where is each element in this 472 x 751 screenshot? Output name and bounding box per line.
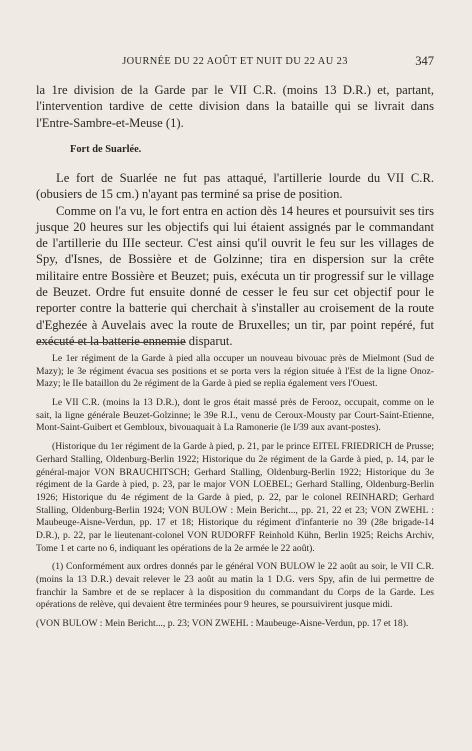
running-title: JOURNÉE DU 22 AOÛT ET NUIT DU 22 AU 23	[122, 56, 348, 67]
fort-section-text	[36, 170, 434, 349]
paragraph-text: la 1re division de la Garde par le VII C.R. (moins 13 D.R.) et, partant, l'intervention tardive de cette division dans la bataille qui se livrait dans l'Entre-Sambre-et-Meuse (1).	[36, 83, 434, 130]
page-number: 347	[415, 54, 434, 68]
footnote: (VON BULOW : Mein Bericht..., p. 23; VON ZWEHL : Maubeuge-Aisne-Verdun, pp. 17 et 18).	[36, 618, 409, 630]
footnote: (Historique du 1er régiment de la Garde à pied, p. 21, par le prince EITEL FRIEDRICH de Prusse; Gerhard Stalling, Oldenburg-Berlin 1922; Historique du 2e régiment de la Garde à pied, p. 14, par le général-major VON BRAUCHITSCH; Gerhard Stalling, Oldenburg-Berlin 1922; Historique du 3e régiment de la Garde à pied, p. 23, par le major VON LOEBEL; Gerhard Stalling, Oldenburg-Berlin 1926; Historique du 4e régiment de la Garde à pied, p. 22, par le colonel REINHARD; Gerhard Stalling, Oldenburg-Berlin 1924; VON BULOW : Mein Bericht..., pp. 21, 22 et 23; VON ZWEHL : Maubeuge-Aisne-Verdun, pp. 17 et 18; Historique du régiment d'infanterie no 39 (28e brigade-14 D.R.), p. 22, par le lieutenant-colonel VON RUDORFF Reinhold Kühn, Berlin 1925; Reichs Archiv, Tome 1 et carte no 6, indiquant les opérations de la 2e armée le 22 août).	[36, 441, 434, 554]
footnote: Le 1er régiment de la Garde à pied alla occuper un nouveau bivouac près de Mielmont (Sud de Mazy); le 3e régiment évacua ses positions et se porta vers la région située à l'Est de la ligne Onoz-Mazy; le IIe bataillon du 2e régiment de la Garde à pied se replia également vers l'Ouest.	[36, 353, 434, 390]
section-heading: Fort de Suarlée.	[70, 144, 142, 155]
paragraph-text: Comme on l'a vu, le fort entra en action dès 14 heures et poursuivit ses tirs jusque 20 heures sur les objectifs qui lui étaient assignés par le commandant de l'artillerie du IIIe secteur. C'est ainsi qu'il ouvrit le feu sur les villages de Spy, d'Isnes, de Bossière et de Golzinne; tira en dispersion sur la crête militaire entre Bossière et Beuzet; puis, exécuta un tir progressif sur le village de Beuzet. Ordre fut ensuite donné de cesser le feu sur cet objectif pour le reporter contre la batterie qui cherchait à s'installer au croisement de la route d'Eghezée à Auvelais avec la route de Bruxelles; un tir, par point repéré, fut exécuté et la batterie ennemie disparut.	[36, 203, 434, 348]
footnote: Le VII C.R. (moins la 13 D.R.), dont le gros était massé près de Ferooz, occupait, comme on le sait, la ligne générale Beuzet-Golzinne; le 39e R.I., venu de Ceroux-Mousty par Court-Saint-Etienne, Mont-Saint-Guibert et Gembloux, bivouaquait à La Ramonerie (le I/39 aux avant-postes).	[36, 397, 434, 434]
opening-paragraph	[36, 82, 434, 131]
footnote: (1) Conformément aux ordres donnés par le général VON BULOW le 22 août au soir, le VII C.R. (moins la 13 D.R.) devait relever le 23 août au matin la 1 D.G. vers Spy, afin de lui permettre de franchir la Sambre et de se replacer à la disposition du commandant du Corps de la Garde. Les opérations de relève, qui devaient être terminées pour 9 heures, se poursuivirent jusque midi.	[36, 561, 434, 611]
footnote-divider	[36, 342, 186, 343]
paragraph-text: Le fort de Suarlée ne fut pas attaqué, l'artillerie lourde du VII C.R. (obusiers de 15 cm.) n'ayant pas terminé sa prise de position.	[36, 171, 434, 202]
running-head	[36, 52, 434, 72]
footnotes	[36, 353, 434, 637]
